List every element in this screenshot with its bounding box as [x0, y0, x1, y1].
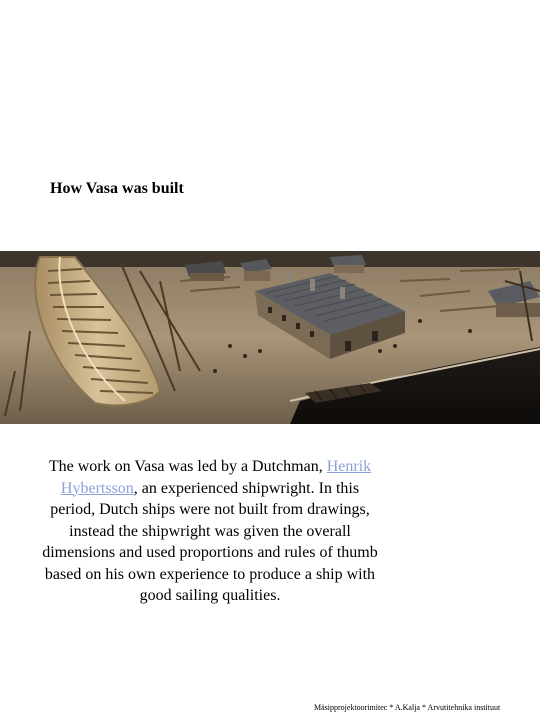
- shipyard-model-photo: [0, 251, 540, 424]
- page-title: How Vasa was built: [50, 180, 184, 197]
- body-text-intro: The work on Vasa was led by a Dutchman,: [48, 458, 327, 475]
- shipwright-name-link[interactable]: Henrik Hybertsson: [60, 458, 372, 497]
- body-text-rest: , an experienced shipwright. In this period, Dutch ships were not built from drawings, instead the shipwright was given the overall dimensions and used proportions and rules of thumb based on his own experience to produce a ship with good sailing qualities.: [42, 479, 378, 604]
- body-paragraph: [40, 456, 380, 607]
- footer-credit: Mäsipprojektoorimitec * A.Kalja * Arvutitehnika instituut: [314, 703, 501, 712]
